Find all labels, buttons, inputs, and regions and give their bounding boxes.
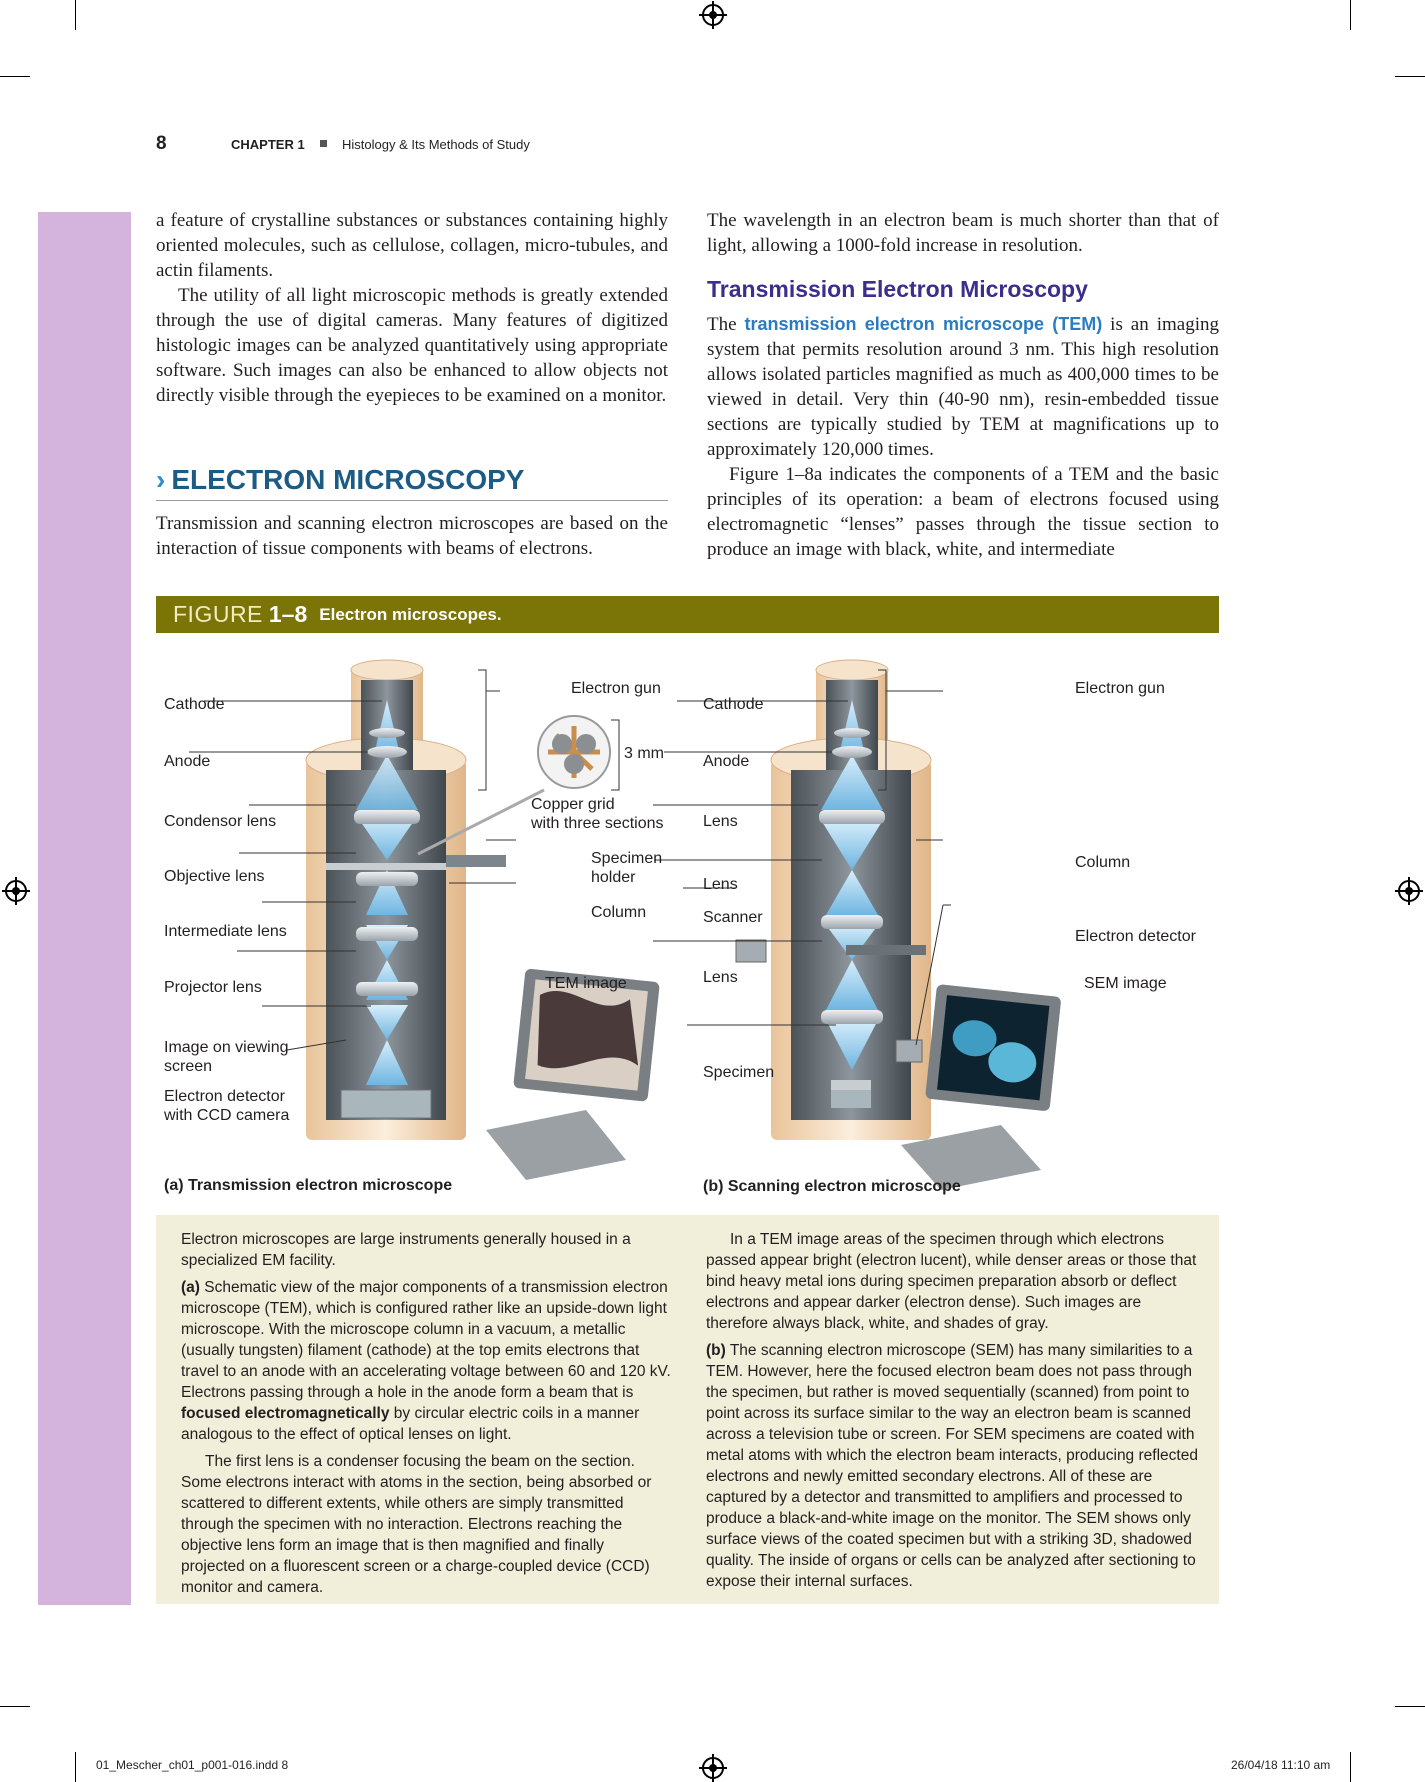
label-column: Column: [591, 904, 647, 921]
label-electron-gun: Electron gun: [571, 680, 661, 697]
registration-mark-icon: [702, 1757, 724, 1779]
label-cathode: Cathode: [164, 696, 225, 713]
registration-mark-icon: [702, 4, 724, 26]
footer-file: 01_Mescher_ch01_p001-016.indd 8: [96, 1758, 289, 1772]
crop-mark: [75, 0, 76, 30]
label-column: Column: [1075, 854, 1131, 871]
chevron-right-icon: ›: [156, 464, 166, 495]
paragraph: The utility of all light microscopic methods is greatly extended through the use of digital cameras. Many features of digitized histologic images can be analyzed quantitatively using appropriate software. Such images can also be enhanced to allow objects not directly visible through the eyepieces to be examined on a monitor.: [156, 285, 668, 406]
label-intermediate-lens: Intermediate lens: [164, 923, 287, 940]
crop-mark: [0, 1706, 30, 1707]
caption-paragraph: The first lens is a condenser focusing the beam on the section. Some electrons interact with atoms in the section, being absorbed or scattered to different extents, while others are simply transmitted through the specimen with no interaction. Electrons reaching the objective lens form an image that is then magnified and finally projected on a fluorescent screen or a charge-coupled device (CCD) monitor and camera.: [181, 1453, 652, 1596]
sem-diagram: [736, 660, 1061, 1190]
caption-letter: (a): [164, 1177, 184, 1194]
crop-mark: [0, 76, 30, 77]
figure-caption-box: [156, 1215, 1219, 1604]
label-anode: Anode: [164, 753, 211, 770]
left-column-text: [156, 208, 668, 408]
caption-left: [181, 1229, 671, 1604]
tem-monitor: [486, 968, 660, 1180]
label-electron-detector: Electron detector: [164, 1088, 285, 1105]
paragraph: Figure 1–8a indicates the components of a TEM and the basic principles of its operation: a beam of electrons focused using electromagnetic “lenses” passes through the tissue section to produce an image with black, white, and intermediate: [707, 464, 1219, 560]
label-copper-grid: Copper grid: [531, 796, 615, 813]
label-specimen: Specimen: [703, 1064, 775, 1081]
label-lens: Lens: [703, 969, 738, 986]
label-screen: screen: [164, 1058, 213, 1075]
section-heading: [156, 464, 668, 501]
label-sem-image: SEM image: [1084, 975, 1167, 992]
label-tem-image: TEM image: [545, 975, 627, 992]
crop-mark: [1350, 1752, 1351, 1782]
crop-mark: [1395, 76, 1425, 77]
text-run: Schematic view of the major components of a transmission electron microscope (TEM), which is configured rather like an upside-down light microscope. With the microscope column in a vacuum, a metallic (usually tungsten) filament (cathode) at the top emits electrons that travel to an anode with an accelerating voltage between 60 and 120 kV. Electrons passing through a hole in the anode form a beam that is: [181, 1279, 671, 1401]
label-specimen-holder: Specimen: [591, 850, 663, 867]
figure-title-bar: [156, 596, 1219, 633]
figure-number: 1–8: [268, 601, 308, 627]
chapter-label: CHAPTER 1: [231, 137, 305, 152]
label-3mm: 3 mm: [624, 745, 664, 762]
text-run: by circular electric coils in a manner analogous to the effect of optical lenses on light.: [181, 1405, 640, 1443]
label-lens: Lens: [703, 813, 738, 830]
crop-mark: [75, 1752, 76, 1782]
caption-lead: (a): [181, 1279, 200, 1296]
figure-title: Electron microscopes.: [319, 604, 502, 624]
label-electron-gun: Electron gun: [1075, 680, 1165, 697]
caption-paragraph: Electron microscopes are large instruments generally housed in a specialized EM facility.: [181, 1231, 631, 1269]
label-electron-detector: Electron detector: [1075, 928, 1196, 945]
subsection-heading: Transmission Electron Microscopy: [707, 276, 1088, 302]
left-column-text: [156, 511, 668, 561]
footer-date: 26/04/18 11:10 am: [1231, 1758, 1331, 1772]
paragraph: a feature of crystalline substances or substances containing highly oriented molecules, such as cellulose, collagen, micro-tubules, and actin filaments.: [156, 210, 668, 281]
caption-sem: (b) Scanning electron microscope: [703, 1178, 961, 1195]
label-cathode: Cathode: [703, 696, 764, 713]
square-bullet-icon: [320, 140, 327, 147]
caption-lead: (b): [706, 1342, 726, 1359]
label-condensor-lens: Condensor lens: [164, 813, 277, 830]
caption-right: [706, 1229, 1198, 1598]
crop-mark: [1350, 0, 1351, 30]
text-run: The: [707, 314, 745, 335]
crop-mark: [1395, 1706, 1425, 1707]
margin-sidebar: [38, 212, 131, 1605]
right-column-text: [707, 312, 1219, 562]
text-run: is an imaging system that permits resolution around 3 nm. This high resolution allows isolated particles magnified as much as 400,000 times to be viewed in detail. Very thin (40-90 nm), resin-embedded tissue sections are typically studied by TEM at magnifications up to approximately 120,000 times.: [707, 314, 1219, 460]
right-column-text: [707, 208, 1219, 258]
label-image-on-viewing: Image on viewing: [164, 1039, 289, 1056]
label-three-sections: with three sections: [531, 815, 664, 832]
label-objective-lens: Objective lens: [164, 868, 265, 885]
page-number: 8: [156, 133, 167, 154]
bold-term: focused electromagnetically: [181, 1405, 390, 1422]
paragraph: Transmission and scanning electron microscopes are based on the interaction of tissue components with beams of electrons.: [156, 513, 668, 559]
chapter-title: Histology & Its Methods of Study: [342, 137, 530, 152]
paragraph: [707, 312, 1219, 462]
microscope-illustration: [156, 640, 1219, 1215]
paragraph: The wavelength in an electron beam is much shorter than that of light, allowing a 1000-fold increase in resolution.: [707, 210, 1219, 256]
registration-mark-icon: [1398, 880, 1420, 902]
caption-tem: [164, 1177, 452, 1195]
label-anode: Anode: [703, 753, 750, 770]
label-projector-lens: Projector lens: [164, 979, 262, 996]
text-run: The scanning electron microscope (SEM) has many similarities to a TEM. However, here the focused electron beam does not pass through the specimen, but rather is moved sequentially (scanned) from point to point across its surface similar to the way an electron beam is scanned across a television tube or screen. For SEM specimens are coated with metal atoms with which the electron beam interacts, producing reflected electrons and newly emitted secondary electrons. All of these are captured by a detector and transmitted to amplifiers and processed to produce a black-and-white image on the monitor. The SEM shows only surface views of the coated specimen but with a striking 3D, shadowed quality. The inside of organs or cells can be analyzed after sectioning to expose their internal surfaces.: [706, 1342, 1198, 1590]
key-term: transmission electron microscope (TEM): [744, 314, 1103, 334]
registration-mark-icon: [5, 880, 27, 902]
label-lens: Lens: [703, 876, 738, 893]
caption-paragraph: In a TEM image areas of the specimen through which electrons passed appear bright (electron lucent), while denser areas or those that bind heavy metal ions during specimen preparation absorb or deflect electrons and appear darker (electron dense). Such images are therefore always black, white, and shades of gray.: [706, 1231, 1197, 1332]
label-holder: holder: [591, 869, 636, 886]
label-ccd-camera: with CCD camera: [164, 1107, 290, 1124]
label-scanner: Scanner: [703, 909, 763, 926]
caption-paragraph: [706, 1340, 1198, 1592]
caption-paragraph: [181, 1277, 671, 1445]
figure-label: FIGURE: [173, 601, 263, 627]
caption-text: Transmission electron microscope: [188, 1177, 453, 1194]
section-heading-text: ELECTRON MICROSCOPY: [171, 464, 525, 495]
